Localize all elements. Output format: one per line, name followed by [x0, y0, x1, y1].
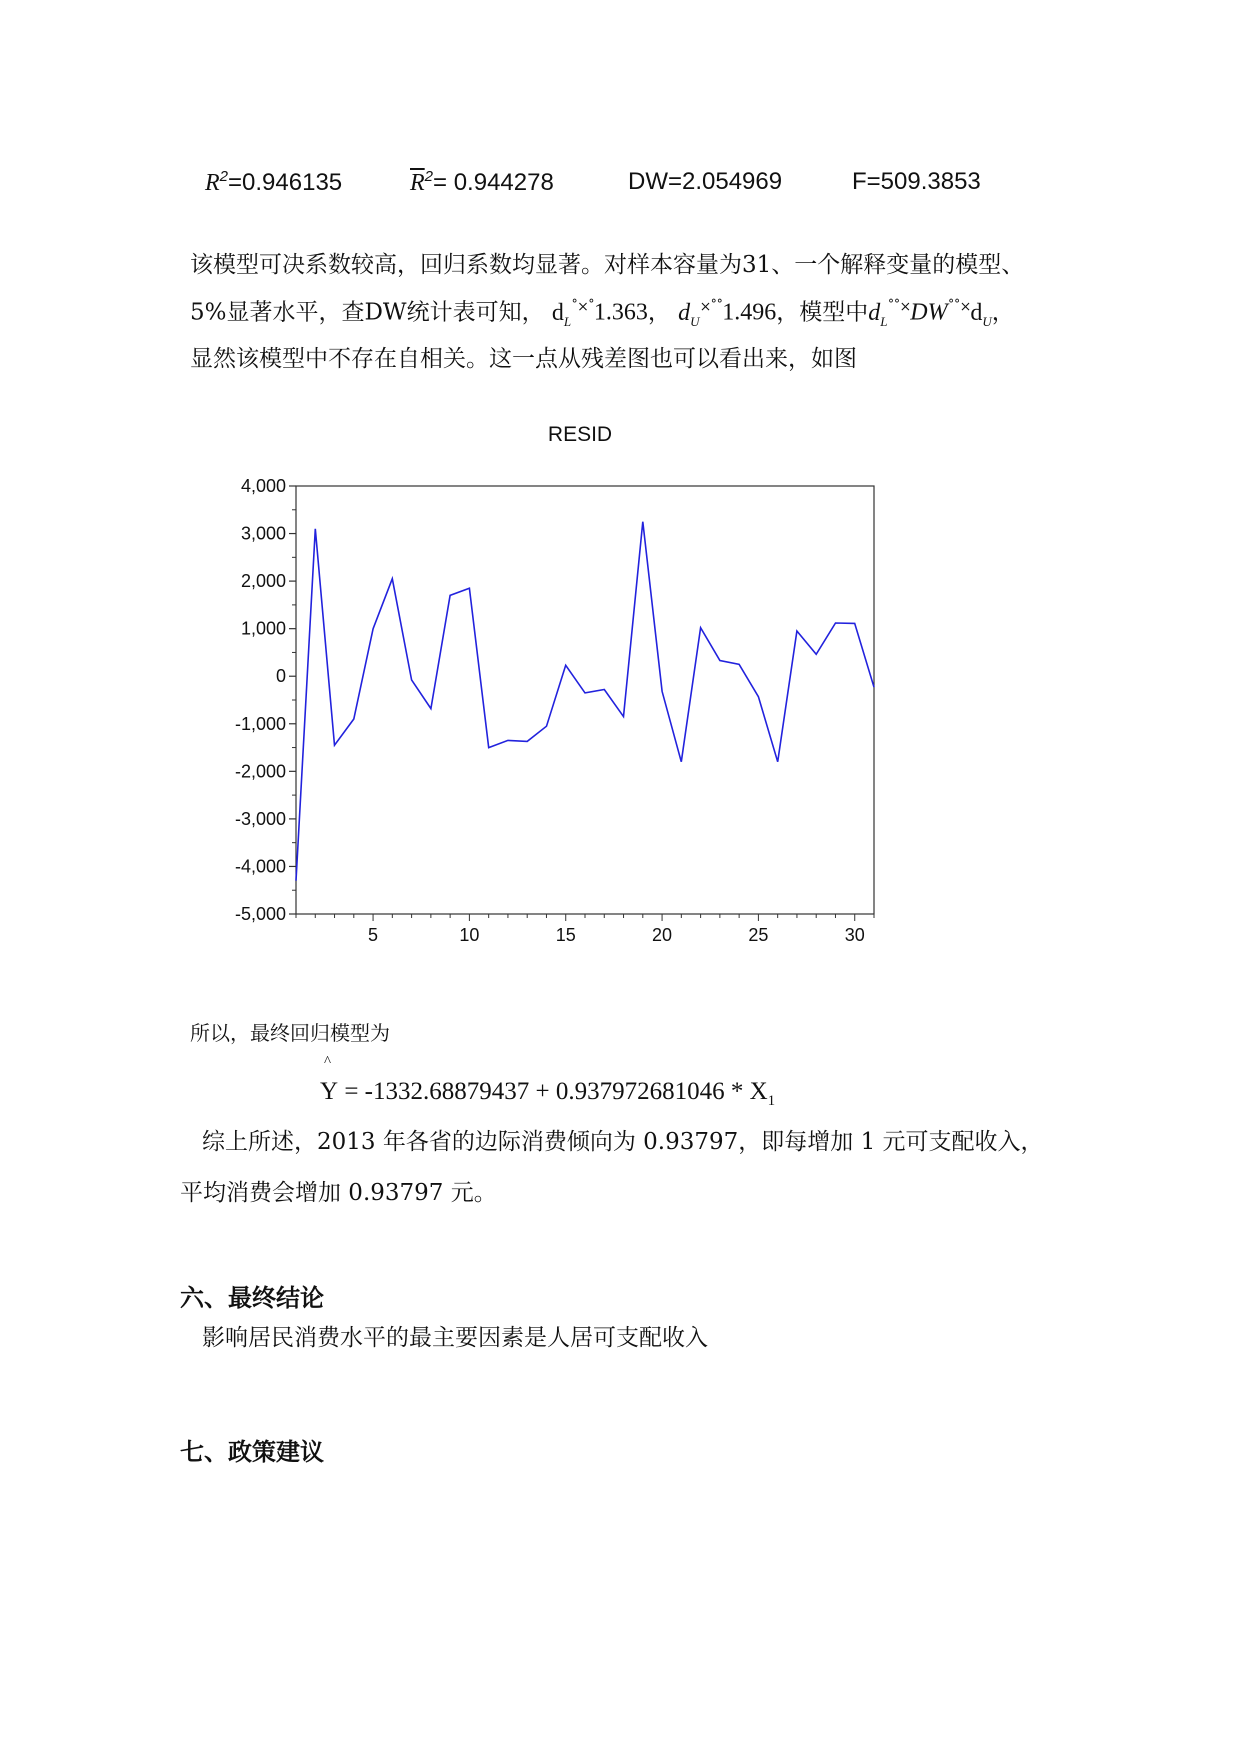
adjusted-r2-superscript: 2 — [424, 168, 434, 185]
paragraph-line-2 — [190, 300, 1015, 327]
y-tick-label: 3,000 — [240, 523, 286, 544]
inequality-dl — [868, 299, 888, 329]
resid-series-line — [296, 522, 874, 881]
series-layer — [296, 522, 874, 881]
inequality-dl-subscript: L — [880, 313, 888, 329]
summary-line-2: 平均消费会增加 0.93797 元。 — [180, 1180, 497, 1206]
hat-icon: ^ — [324, 1054, 332, 1070]
paragraph-line-2-start: 5%显著水平，查DW统计表可知， — [190, 299, 545, 326]
du-symbol — [678, 299, 700, 329]
equation-subscript: 1 — [767, 1093, 776, 1109]
y-axis — [235, 476, 296, 924]
dl-subscript: L — [563, 313, 572, 329]
approx-icon: ˚×˚ — [571, 299, 594, 315]
y-tick-label: 2,000 — [240, 571, 286, 592]
less-than-icon: ˚˚× — [947, 299, 971, 315]
r2-symbol: R — [205, 170, 220, 196]
model-intro: 所以，最终回归模型为 — [190, 1021, 390, 1045]
dl-main: d — [551, 299, 564, 326]
y-tick-label: 0 — [275, 666, 286, 687]
x-tick-label: 20 — [652, 925, 673, 945]
residual-chart — [200, 420, 900, 960]
paragraph-line-2-model: ，模型中 — [776, 299, 869, 326]
x-axis — [296, 914, 874, 945]
comma-separator: ， — [647, 299, 671, 326]
y-tick-label: 4,000 — [240, 476, 286, 496]
equation-y: Y — [320, 1078, 339, 1105]
dl-value: 1.363 — [593, 299, 648, 326]
x-tick-label: 30 — [844, 925, 865, 945]
inequality-du-main: d — [970, 299, 983, 326]
y-tick-label: -4,000 — [234, 856, 286, 877]
y-hat — [320, 1054, 339, 1106]
inequality-dw: DW — [910, 299, 948, 326]
x-tick-label: 5 — [368, 925, 379, 945]
f-stat: F=509.3853 — [852, 168, 981, 195]
adjusted-r2-value: = 0.944278 — [433, 169, 554, 196]
dw-stat: DW=2.054969 — [628, 168, 783, 195]
r2-value: =0.946135 — [228, 169, 343, 196]
section-6-body: 影响居民消费水平的最主要因素是人居可支配收入 — [202, 1325, 708, 1351]
du-value: 1.496 — [722, 299, 777, 326]
paragraph-line-1: 该模型可决系数较高，回归系数均显著。对样本容量为31、一个解释变量的模型、 — [190, 252, 1025, 278]
y-tick-label: -2,000 — [234, 761, 286, 782]
y-tick-label: -5,000 — [234, 904, 286, 924]
du-subscript: U — [690, 313, 700, 329]
stats-line — [205, 168, 342, 197]
y-tick-label: -3,000 — [234, 808, 286, 829]
du-main: d — [678, 299, 691, 326]
chart-title: RESID — [547, 423, 613, 446]
r2-superscript: 2 — [219, 168, 229, 185]
less-than-icon: ˚˚× — [887, 299, 911, 315]
y-tick-label: 1,000 — [240, 618, 286, 639]
x-tick-label: 15 — [555, 925, 576, 945]
section-6-heading: 六、最终结论 — [180, 1284, 324, 1312]
y-tick-label: -1,000 — [234, 713, 286, 734]
equation-body: = -1332.68879437 + 0.937972681046 * X — [338, 1078, 768, 1105]
inequality-du — [970, 299, 992, 329]
inequality-du-subscript: U — [982, 313, 992, 329]
model-equation — [320, 1054, 776, 1110]
x-tick-label: 10 — [459, 925, 480, 945]
adjusted-r2-stat — [410, 168, 554, 197]
comma-separator: ， — [991, 299, 1015, 326]
approx-icon: ×˚˚ — [699, 299, 723, 315]
section-7-heading: 七、政策建议 — [180, 1438, 324, 1466]
inequality-dl-main: d — [868, 299, 881, 326]
paragraph-line-3: 显然该模型中不存在自相关。这一点从残差图也可以看出来，如图 — [190, 346, 857, 372]
dl-symbol — [551, 299, 572, 329]
x-tick-label: 25 — [748, 925, 769, 945]
adjusted-r2-symbol: $\overline{R}$ — [410, 170, 425, 196]
summary-line-1: 综上所述，2013 年各省的边际消费倾向为 0.93797，即每增加 1 元可支配收入， — [202, 1129, 1044, 1155]
